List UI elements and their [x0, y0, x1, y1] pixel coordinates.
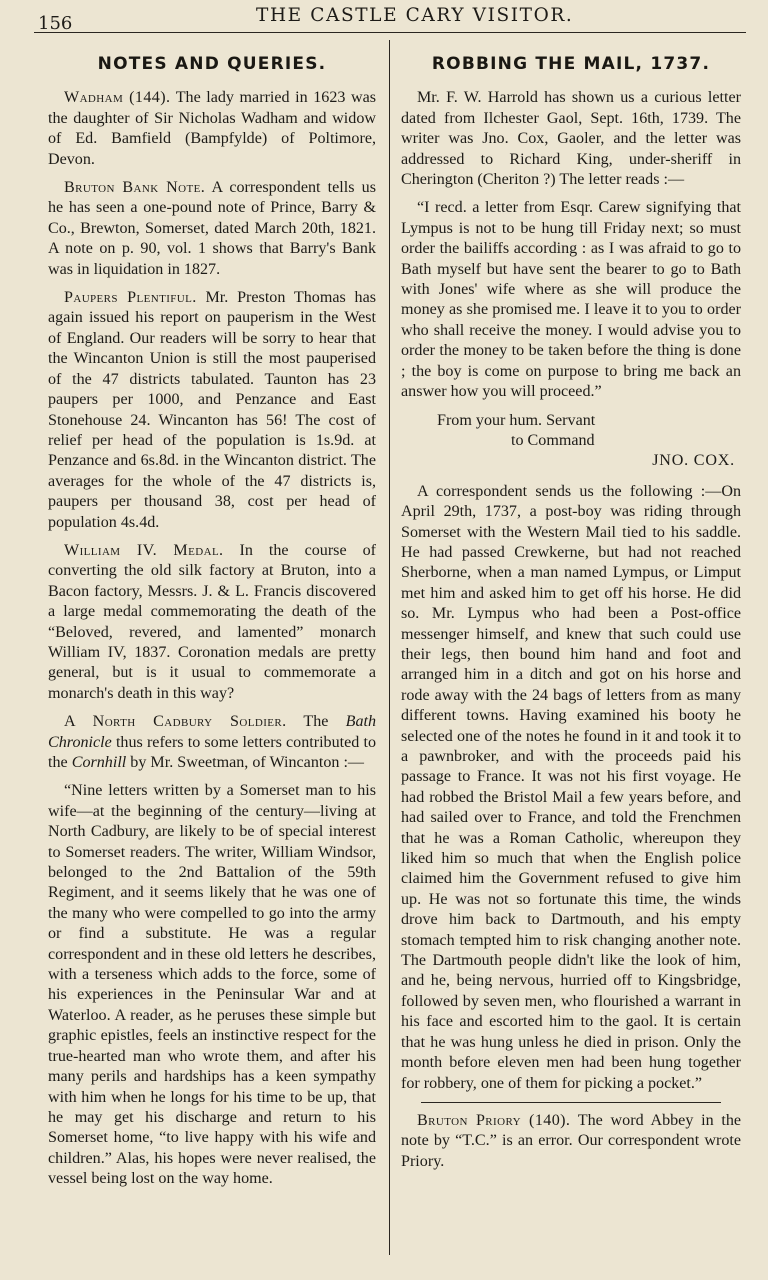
note-soldier	[48, 712, 376, 773]
header-rule	[34, 32, 746, 33]
note-body: The	[303, 713, 329, 731]
note-body: A correspondent tells us he has seen a one-pound note of Prince, Barry & Co., Brewton, Somerset, dated March 20th, 1821. A note on p. 90, vol. 1 shows that Barry's Bank was in liquidation in 1827.	[48, 179, 376, 278]
section-rule	[421, 1102, 721, 1103]
note-body: Mr. Preston Thomas has again issued his report on pauperism in the West of England. Our readers will be sorry to hear that the Wincanton Union is still the most pauperised of the 47 districts tabulated. Taunton has 23 paupers per 1000, and Penzance and East Stonehouse 24. Wincanton has 56! The cost of relief per head of the population is 1s.9d. at Penzance and 6s.8d. in the Wincanton district. The averages for the whole of the 47 districts is, paupers per thousand 38, cost per head of population 4s.4d.	[48, 289, 377, 531]
article-story: A correspondent sends us the following :—On April 29th, 1737, a post-boy was riding through Somerset with the Western Mail tied to his saddle. He had passed Crewkerne, but had not reached Sherborne, when a man named Lympus, or Limput met him and asked him to get off his horse. He did so. Mr. Lympus who had been a Post-office messenger himself, and knew that such could use their legs, then bound him hand and foot and arranged him in a ditch and got on his horse and rode away with the 24 bags of letters from as many different towns. Having examined his booty he selected one of the notes he found in it and took it to a pawnbroker, and with the proceeds paid his passage to France. It was not his first voyage. He had robbed the Bristol Mail a few years before, and had sailed over to France, and told the Frenchmen that he was a Roman Catholic, whereupon they liked him so much that when the English police claimed him the Government refused to give him up. He was not so fortunate this time, the winds drove him back to Dartmouth, and his empty stomach tempted him to risk changing another note. The Dartmouth people didn't like the look of him, and he, being nervous, hurried off to Kingsbridge, followed by seven men, who flourished a warrant in his face and escorted him to the gaol. It is certain that he was hung unless he died in prison. Only the month before eleven men had been hung together for robbery, one of them for picking a pocket.”	[401, 482, 741, 1092]
section-title-notes-and-queries: NOTES AND QUERIES.	[97, 54, 327, 74]
article-intro: Mr. F. W. Harrold has shown us a curious letter dated from Ilchester Gaol, Sept. 16th, 1739. The writer was Jno. Cox, Gaoler, and the letter was addressed to Richard King, under-sheriff in Cherington (Cheriton ?) The letter reads :—	[401, 89, 741, 189]
letter-signature	[401, 411, 741, 472]
page-number: 156	[38, 13, 73, 34]
signature-line: to Command	[511, 431, 595, 449]
signature-name: JNO. COX.	[652, 452, 735, 470]
robbing-the-mail-column	[401, 50, 741, 1180]
note-lead: William IV. Medal.	[64, 541, 224, 559]
page-header	[0, 0, 768, 44]
column-divider	[389, 40, 390, 1255]
note-body: The lady married in 1623 was the daughter of Sir Nicholas Wadham and widow of Ed. Bamfield (Bampfylde) of Poltimore, Devon.	[48, 89, 377, 168]
note-body: by Mr. Sweetman, of Wincanton :—	[130, 754, 365, 771]
note-lead: Wadham (144).	[64, 89, 171, 107]
note-lead: Bruton Priory (140).	[417, 1111, 571, 1129]
publication-title: Bath Chronicle	[48, 713, 377, 751]
note-lead: Bruton Bank Note.	[64, 179, 206, 197]
note-bruton-bank	[48, 178, 376, 280]
note-body: In the course of converting the old silk factory at Bruton, into a Bacon factory, Messrs. J. & L. Francis discovered a large medal commemorating the death of the “Beloved, revered, and lamented” monarch William IV, 1837. Coronation medals are pretty general, but is it usual to commemorate a monarch's death in this way?	[48, 541, 376, 702]
signature-line: From your hum. Servant	[437, 411, 596, 429]
note-wadham	[48, 88, 376, 170]
note-lead: Paupers Plentiful.	[64, 289, 197, 307]
letter-text: “I recd. a letter from Esqr. Carew signifying that Lympus is not to be hung till Friday next; so must order the bailiffs according : as I was afraid to go to Bath myself but have sent the bearer to go to Bath with Jones' wife where as she will produce the money as she promised me. I leave it to you to order who shall receive the money. I would advise you to order the money to be taken before the thing is done ; the boy is come on purpose to bring me back an answer how you will proceed.”	[401, 199, 741, 401]
section-title-robbing-the-mail: ROBBING THE MAIL, 1737.	[431, 54, 711, 74]
note-body: thus refers to some letters contributed to the	[48, 733, 376, 771]
note-paupers	[48, 288, 376, 533]
note-lead: A North Cadbury Soldier.	[64, 713, 287, 731]
publication-title: Cornhill	[71, 754, 127, 771]
note-body: The word Abbey in the note by “T.C.” is an error. Our correspondent wrote Priory.	[401, 1111, 742, 1170]
running-title: THE CASTLE CARY VISITOR.	[256, 5, 574, 26]
note-medal	[48, 541, 376, 704]
notes-and-queries-column	[48, 50, 376, 1198]
soldier-quote: “Nine letters written by a Somerset man to his wife—at the beginning of the century—living at North Cadbury, are likely to be of special interest to Somerset readers. The writer, William Windsor, belonged to the 2nd Battalion of the 59th Regiment, and it seems likely that he was one of the many who were compelled to go into the army or find a substitute. He was a regular correspondent and in these old letters he describes, with a terseness which adds to the force, some of his experiences in the Peninsular War and at Waterloo. A reader, as he peruses these simple but graphic epistles, feels an instinctive respect for the true-hearted man who wrote them, and after his many perils and hardships has a keen sympathy with him when he longs for his time to be up, that he may get his discharge and return to his Somerset home, “to live happy with his wife and children.” Alas, his hopes were never realised, the vessel being lost on the way home.	[48, 782, 376, 1188]
note-bruton-priory	[401, 1111, 741, 1172]
